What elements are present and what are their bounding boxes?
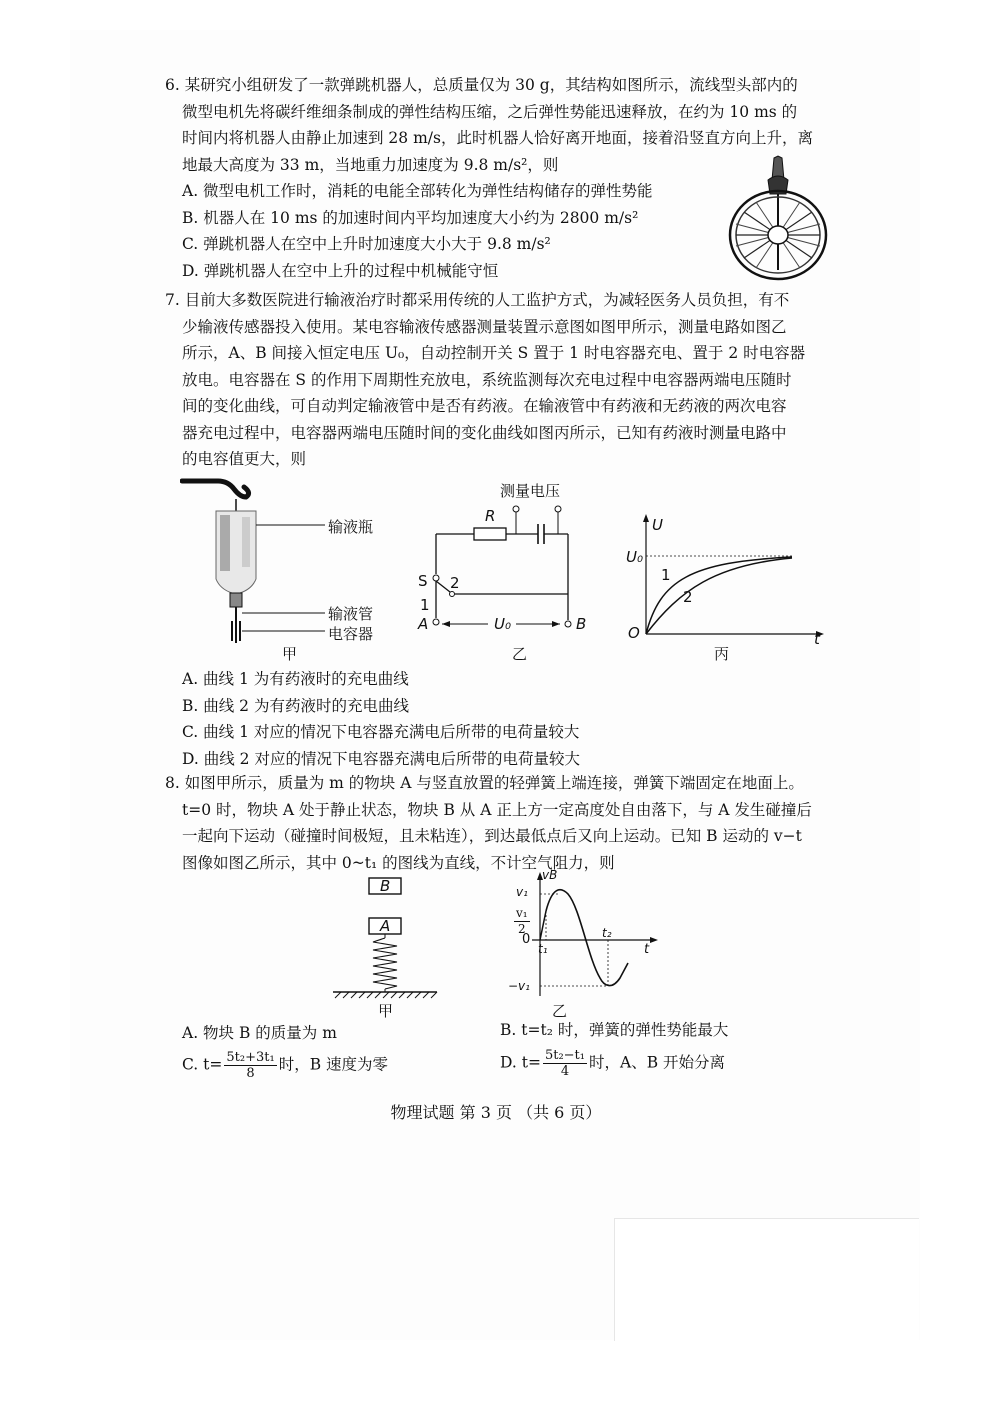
label-t1: t₁ <box>538 942 548 956</box>
blank-area <box>614 1218 919 1341</box>
q7-option-b: B. 曲线 2 为有药液时的充电曲线 <box>182 696 409 715</box>
label-U-axis: U <box>652 516 663 534</box>
q8-line: 图像如图乙所示，其中 0~t₁ 的图线为直线，不计空气阻力，则 <box>182 853 615 872</box>
q8-option-d-prefix: D. t= <box>500 1053 541 1072</box>
caption-bing: 丙 <box>714 645 730 663</box>
label-bottle: 输液瓶 <box>328 518 374 536</box>
label-zero: 0 <box>522 932 531 947</box>
label-vB: vB <box>542 868 558 882</box>
q6-line: 地最大高度为 33 m，当地重力加速度为 9.8 m/s²，则 <box>182 155 559 174</box>
label-pos2: 2 <box>450 574 460 592</box>
option-d-denominator: 4 <box>560 1064 570 1079</box>
caption-yi: 乙 <box>512 645 528 663</box>
q8-line: 一起向下运动（碰撞时间极短，且未粘连），到达最低点后又向上运动。已知 B 运动的 v−t <box>182 827 802 845</box>
option-d-numerator: 5t₂−t₁ <box>544 1048 585 1063</box>
label-t-axis-8: t <box>644 942 650 957</box>
q6-line: 时间内将机器人由静止加速到 28 m/s，此时机器人恰好离开地面，接着沿竖直方向上升，离 <box>182 129 813 147</box>
q7-line: 少输液传感器投入使用。某电容输液传感器测量装置示意图如图甲所示，测量电路如图乙 <box>182 317 787 336</box>
q7-option-d: D. 曲线 2 对应的情况下电容器充满电后所带的电荷量较大 <box>182 749 580 768</box>
q6-option-d: D. 弹跳机器人在空中上升的过程中机械能守恒 <box>182 261 499 280</box>
option-c-numerator: 5t₂+3t₁ <box>226 1050 275 1065</box>
q7-line: 放电。电容器在 S 的作用下周期性充放电，系统监测每次充电过程中电容器两端电压随时 <box>182 370 792 389</box>
q8-option-c <box>182 1050 388 1081</box>
label-curve-1: 1 <box>661 566 671 584</box>
q8-option-c-suffix: 时，B 速度为零 <box>278 1055 389 1074</box>
q7-line: 器充电过程中，电容器两端电压随时间的变化曲线如图丙所示，已知有药液时测量电路中 <box>182 423 787 442</box>
q7-line: 的电容值更大，则 <box>182 450 307 468</box>
q6-option-b: B. 机器人在 10 ms 的加速时间内平均加速度大小约为 2800 m/s² <box>182 208 639 227</box>
label-A: A <box>418 615 429 633</box>
label-t-axis: t <box>814 630 820 648</box>
q8-option-d-fraction <box>543 1048 587 1079</box>
question-8 <box>165 770 845 876</box>
q6-option-a: A. 微型电机工作时，消耗的电能全部转化为弹性结构储存的弹性势能 <box>182 182 653 200</box>
q8-option-c-fraction <box>224 1050 276 1081</box>
label-tube: 输液管 <box>328 605 374 623</box>
label-v1: v₁ <box>516 885 528 899</box>
q8-option-d <box>500 1048 725 1079</box>
jumping-robot-figure <box>722 150 832 290</box>
q8-line: 8. 如图甲所示，质量为 m 的物块 A 与竖直放置的轻弹簧上端连接，弹簧下端固定在地面上。 <box>165 774 804 792</box>
q8-option-c-prefix: C. t= <box>182 1055 223 1074</box>
q8-line: t=0 时，物块 A 处于静止状态，物块 B 从 A 正上方一定高度处自由落下，与 A 发生碰撞后 <box>182 800 812 819</box>
option-c-denominator: 8 <box>246 1066 255 1081</box>
q8-option-d-suffix: 时，A、B 开始分离 <box>589 1053 726 1072</box>
q7-line: 7. 目前大多数医院进行输液治疗时都采用传统的人工监护方式，为减轻医务人员负担，有不 <box>165 291 790 309</box>
q7-option-a: A. 曲线 1 为有药液时的充电曲线 <box>182 670 409 688</box>
label-R: R <box>485 507 496 525</box>
label-pos1: 1 <box>420 596 430 614</box>
label-curve-2: 2 <box>683 588 693 606</box>
label-block-A: A <box>380 917 391 935</box>
label-origin: O <box>628 624 640 642</box>
caption-jia-8: 甲 <box>378 1002 394 1020</box>
caption-jia: 甲 <box>282 645 298 663</box>
label-measure-voltage: 测量电压 <box>500 482 561 500</box>
q8-option-b: B. t=t₂ 时，弹簧的弹性势能最大 <box>500 1021 729 1039</box>
caption-yi-8: 乙 <box>552 1002 568 1020</box>
v1-half-numerator: v₁ <box>516 906 528 920</box>
q7-line: 所示，A、B 间接入恒定电压 U₀，自动控制开关 S 置于 1 时电容器充电、置于 2 时电容器 <box>182 344 806 362</box>
v1-half-denominator: 2 <box>517 922 526 936</box>
label-block-B: B <box>380 877 391 895</box>
q6-line: 6. 某研究小组研发了一款弹跳机器人，总质量仅为 30 g，其结构如图所示，流线型头部内的 <box>165 76 798 94</box>
question-7 <box>165 287 845 473</box>
q8-option-a: A. 物块 B 的质量为 m <box>182 1024 337 1042</box>
infusion-figure-jia <box>180 475 410 665</box>
label-U0-tick: U₀ <box>626 548 643 566</box>
label-B: B <box>576 615 587 633</box>
vt-graph-figure-yi <box>530 868 660 998</box>
page-footer: 物理试题 第 3 页 （共 6 页） <box>390 1103 602 1122</box>
q7-options <box>182 666 842 772</box>
q6-line: 微型电机先将碳纤维细条制成的弹性结构压缩，之后弹性势能迅速释放，在约为 10 ms 的 <box>182 102 798 121</box>
q7-line: 间的变化曲线，可自动判定输液管中是否有药液。在输液管中有药液和无药液的两次电容 <box>182 397 787 415</box>
q7-option-c: C. 曲线 1 对应的情况下电容器充满电后所带的电荷量较大 <box>182 723 580 741</box>
label-S: S <box>418 572 428 590</box>
label-U0: U₀ <box>494 615 511 633</box>
label-capacitor: 电容器 <box>328 625 374 643</box>
q6-option-c: C. 弹跳机器人在空中上升时加速度大小大于 9.8 m/s² <box>182 235 551 253</box>
label-t2: t₂ <box>602 926 612 940</box>
label-neg-v1: −v₁ <box>508 979 530 993</box>
